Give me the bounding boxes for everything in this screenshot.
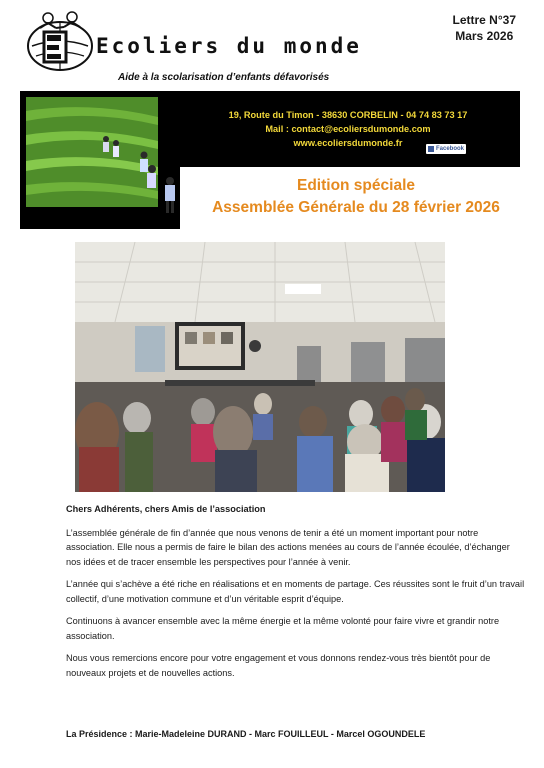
logo bbox=[26, 8, 94, 72]
letter-paragraph: L’année qui s’achève a été riche en réalisations et en moments de partage. Ces réussites sont le fruit d’un travail collectif, d’une motivation commune et d’un véritable esprit d’équipe. bbox=[66, 579, 525, 604]
facebook-icon bbox=[428, 146, 434, 152]
edition-line-2: Assemblée Générale du 28 février 2026 bbox=[212, 199, 500, 216]
edition-heading bbox=[182, 175, 530, 219]
address-text: 19, Route du Timon - 38630 CORBELIN - 04 74 83 73 17 bbox=[228, 110, 468, 120]
tagline: Aide à la scolarisation d’enfants défavorisés bbox=[118, 72, 330, 83]
letter-paragraph: Nous vous remercions encore pour votre engagement et vous donnons rendez-vous très bientôt pour de nouveaux projets et de nouvelles actions. bbox=[66, 653, 491, 678]
assembly-photo bbox=[75, 242, 445, 492]
issue-date: Mars 2026 bbox=[455, 29, 514, 43]
issue-number: Lettre N°37 bbox=[452, 13, 516, 27]
letter-paragraph: L’assemblée générale de fin d’année que nous venons de tenir a été un moment important pour notre association. Elle nous a permis de faire le bilan des actions menées au cours de l’année écoulée, d’échanger nos idées et de tracer ensemble les perspectives pour l’année à venir. bbox=[66, 527, 510, 567]
mail-link[interactable]: Mail : contact@ecoliersdumonde.com bbox=[265, 124, 431, 134]
letter-paragraph: Continuons à avancer ensemble avec la même énergie et la même volonté pour faire vivre et grandir notre association. bbox=[66, 616, 500, 641]
brand-title: Ecoliers du monde bbox=[96, 34, 362, 58]
facebook-badge[interactable]: Facebook bbox=[426, 144, 466, 154]
issue-info bbox=[453, 12, 517, 44]
website-link[interactable]: www.ecoliersdumonde.fr bbox=[293, 138, 403, 148]
edition-line-1: Edition spéciale bbox=[296, 177, 415, 194]
children-photo bbox=[20, 91, 180, 229]
letter-body bbox=[66, 502, 526, 688]
letter-greeting: Chers Adhérents, chers Amis de l’association bbox=[66, 504, 266, 514]
presidency-signature: La Présidence : Marie-Madeleine DURAND - Marc FOUILLEUL - Marcel OGOUNDELE bbox=[66, 729, 426, 739]
